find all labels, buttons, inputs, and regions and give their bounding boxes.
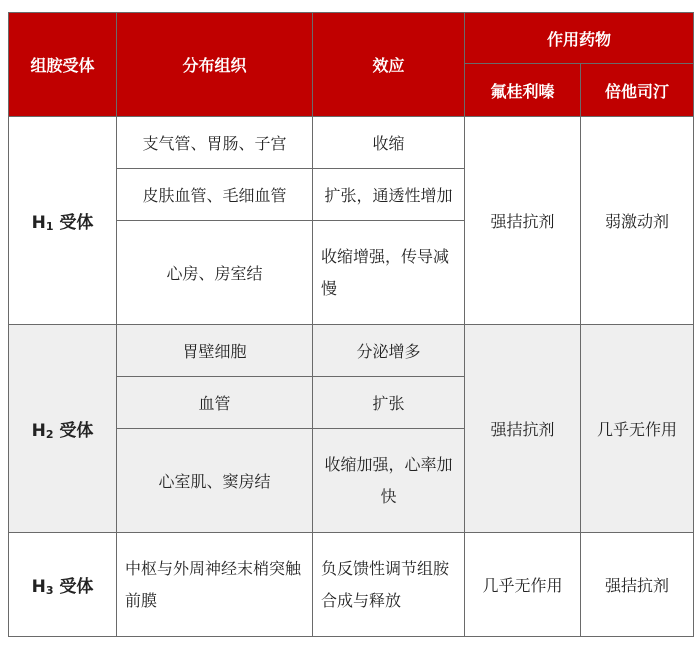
- h3-tissue: 中枢与外周神经末梢突触前膜: [117, 533, 313, 637]
- h1-tissue-3: 心房、房室结: [117, 221, 313, 325]
- h1-tissue-1: 支气管、胃肠、子宫: [117, 117, 313, 169]
- header-drugs: 作用药物: [465, 13, 694, 64]
- h2-effect-2: 扩张: [313, 377, 465, 429]
- h2-tissue-1: 胃壁细胞: [117, 325, 313, 377]
- h1-effect-2: 扩张，通透性增加: [313, 169, 465, 221]
- h3-effect: 负反馈性调节组胺合成与释放: [313, 533, 465, 637]
- h2-tissue-3: 心室肌、窦房结: [117, 429, 313, 533]
- h2-tissue-2: 血管: [117, 377, 313, 429]
- header-drug-flunarizine: 氟桂利嗪: [465, 64, 581, 117]
- h1-effect-3: 收缩增强，传导减慢: [313, 221, 465, 325]
- header-effect: 效应: [313, 13, 465, 117]
- h1-drug-flunarizine: 强拮抗剂: [465, 117, 581, 325]
- header-row-1: [9, 13, 694, 64]
- h2-row-1: [9, 325, 694, 377]
- h3-receptor-name: H3 受体: [9, 533, 117, 637]
- h1-effect-1: 收缩: [313, 117, 465, 169]
- h3-row: [9, 533, 694, 637]
- h3-drug-betahistine: 强拮抗剂: [581, 533, 694, 637]
- h2-effect-1: 分泌增多: [313, 325, 465, 377]
- h2-effect-3: 收缩加强，心率加快: [313, 429, 465, 533]
- h1-row-1: [9, 117, 694, 169]
- h1-tissue-2: 皮肤血管、毛细血管: [117, 169, 313, 221]
- header-receptor: 组胺受体: [9, 13, 117, 117]
- h1-receptor-name: H1 受体: [9, 117, 117, 325]
- h2-drug-betahistine: 几乎无作用: [581, 325, 694, 533]
- header-drug-betahistine: 倍他司汀: [581, 64, 694, 117]
- header-tissue: 分布组织: [117, 13, 313, 117]
- h2-drug-flunarizine: 强拮抗剂: [465, 325, 581, 533]
- receptor-table-container: [8, 12, 693, 638]
- h3-drug-flunarizine: 几乎无作用: [465, 533, 581, 637]
- histamine-receptor-table: [8, 12, 694, 637]
- h2-receptor-name: H2 受体: [9, 325, 117, 533]
- h1-drug-betahistine: 弱激动剂: [581, 117, 694, 325]
